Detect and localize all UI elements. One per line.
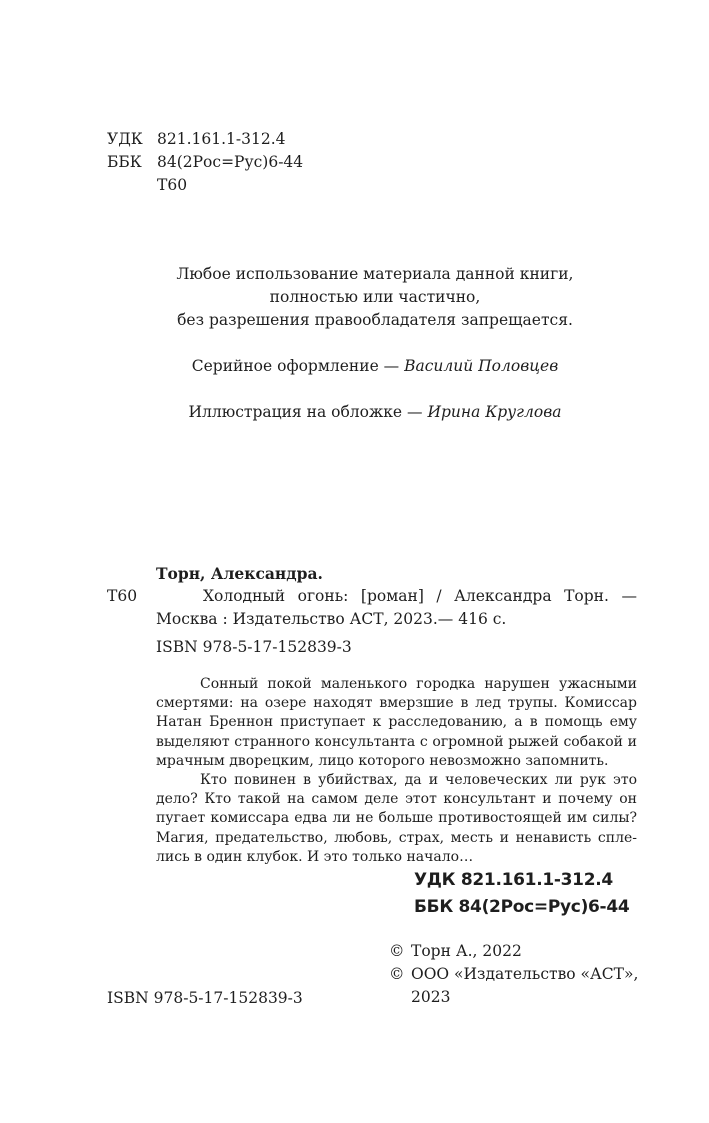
bbk-value: 84(2Рос=Рус)6-44 <box>157 153 304 171</box>
isbn-bottom: ISBN 978-5-17-152839-3 <box>107 989 303 1007</box>
publication-info: Москва : Издательство АСТ, 2023.— 416 с. <box>156 610 507 628</box>
title-statement: Холодный огонь: [роман] / Александра Торн. — <box>203 587 637 605</box>
bibliographic-record <box>107 562 637 659</box>
notice-line: Любое использование материала данной книги, <box>176 265 574 283</box>
annotation-paragraph: Кто повинен в убийствах, да и человеческих ли рук это дело? Кто такой на самом деле этот консультант и почему он пугает комиссара едва ли не больше противостоящей им силы? Магия, предательство, любовь, страх, месть и ненависть спле-лись в один клубок. И это только начало… <box>156 772 637 865</box>
copyright-block <box>389 940 638 1009</box>
author-mark: Т60 <box>107 587 138 605</box>
publisher-copyright: © ООО «Издательство «АСТ», <box>389 963 638 986</box>
series-designer-name: Василий Половцев <box>404 357 559 375</box>
bottom-bbk: ББК 84(2Рос=Рус)6-44 <box>414 897 630 917</box>
bottom-udk: УДК 821.161.1-312.4 <box>414 870 613 890</box>
bbk-row <box>107 151 303 174</box>
copyright-icon: © <box>389 965 405 983</box>
udk-label: УДК <box>107 130 143 148</box>
classification-block <box>107 128 303 197</box>
series-design-label: Серийное оформление — <box>191 357 405 375</box>
udk-value: 821.161.1-312.4 <box>157 130 286 148</box>
title-row <box>107 585 637 608</box>
annotation-paragraph: Сонный покой маленького городка нарушен ужасными смертями: на озере находят вмерзшие в лед трупы. Комиссар Натан Бреннон приступает к расследованию, а в помощь ему выделяют странного консультанта с огромной рыжей собакой и мрачным дворецким, лицо которого невозможно запомнить. <box>156 676 637 769</box>
author-copyright: © Торн А., 2022 <box>389 940 638 963</box>
notice-line: полностью или частично, <box>269 288 481 306</box>
series-design-credit <box>107 355 643 378</box>
cover-illustration-label: Иллюстрация на обложке — <box>188 403 428 421</box>
bottom-classification <box>414 867 629 921</box>
udk-row <box>107 128 303 151</box>
annotation <box>156 675 637 867</box>
copyright-icon: © <box>389 942 405 960</box>
notice-line: без разрешения правообладателя запрещается. <box>177 311 573 329</box>
cover-illustration-credit <box>107 401 643 424</box>
author-mark-row <box>107 174 303 197</box>
bbk-label: ББК <box>107 153 142 171</box>
author-mark: Т60 <box>157 176 188 194</box>
isbn: ISBN 978-5-17-152839-3 <box>156 638 352 656</box>
publisher-copyright-year: 2023 <box>411 988 451 1006</box>
illustrator-name: Ирина Круглова <box>427 403 562 421</box>
author-heading: Торн, Александра. <box>156 564 323 583</box>
rights-notice <box>107 263 643 332</box>
